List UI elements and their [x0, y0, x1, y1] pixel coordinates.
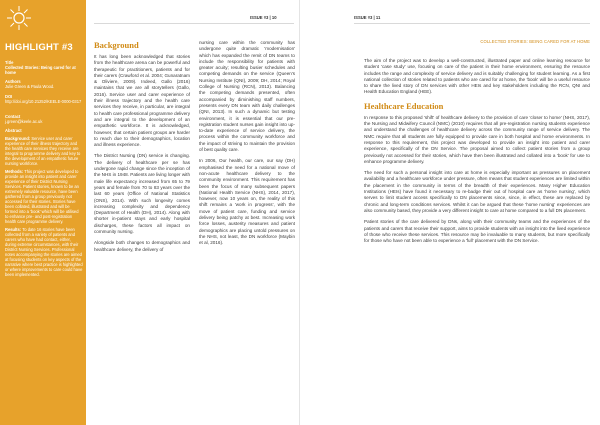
doi-link[interactable]: http://doi.org/10.21252/KEELE-0000-0317: [5, 99, 82, 104]
paragraph: The aim of the project was to develop a well-constructed, illustrated paper and online learning resource for student 'case study' use, focusing on care of the patient in their home environment, ensuring the resource includes the range and complexity of service delivery and is suitably challenging for student learning. As a first national collection of stories related to patients who are cared for at home, the 'book' will be a useful resource to share the lived story of DN services with other HEIs and key stakeholders including the RCN, QNI and Health Education England (HEE).: [364, 58, 590, 95]
title-value: Collected Stories: Being cared for at home: [5, 65, 76, 75]
contact-label: Contact: [5, 114, 21, 119]
methods-text: This project was developed to provide an insight into patient and carer experience of their District Nursing Services. Patient stories, known to be an extremely valuable resource, have been gathered from a group previously not accessed for their stories. Stories have been collated, illustrated and will be formed into a 'book' which will be utilised to enhance pre- and post-registration health care programme delivery.: [5, 169, 79, 224]
paragraph: Patient stories of the care delivered by DNs, along with their community teams and the experiences of the patients and carers that receive their support, aims to provide students with an insight into the lived experience of those who receive these services. This resource may be invaluable to many students, but more specifically for those who have not been able to experience a 'full' placement with the DN Service.: [364, 219, 590, 244]
authors-block: [5, 79, 83, 89]
paragraph: In 2006, Our health, our care, our say (DH) emphasised the need for a national move of non-acute healthcare delivery to the community environment. This requirement has been the focus of many subsequent papers (National Health Service (NHS), 2014, 2017), however, now 10 years on, the reality of this shift remains a 'work in progress', with the move of patient care, funding and service delivery being patchy at best. Increasing work force losses, austerity measures and patient demographics are placing untold pressures on the NHS, not least, the DN workforce (Maybin et al, 2016).: [199, 158, 295, 246]
paragraph: Alongside both changes to demographics and healthcare delivery, the delivery of: [94, 240, 190, 252]
paragraph: In response to this proposed 'shift' of healthcare delivery to the provision of care 'closer to home' (NHS, 2017), the Nursing and Midwifery Council (NMC) (2010) requires that all pre-registration nursing students experience and understand the challenges of healthcare delivery across the community range of service delivery. The NMC require that all students are fully equipped to provide care in both hospital and home environments. In response to this requirement, this project was developed to provide an insight into patient and carer experience, specifically of the DN Service. The proposal aimed to collect patient stories from a group previously not accessed for their stories, which have then been illustrated and collated into a 'book' for use to enhance programme delivery.: [364, 114, 590, 164]
background-heading: Background: [94, 40, 139, 50]
left-header-rule: [94, 23, 294, 24]
right-header-rule: [354, 23, 590, 24]
background-text: Service user and carer experience of their illness trajectory and the health care services they receive are integral to programme delivery and key to the development of an empathetic future nursing workforce.: [5, 136, 81, 166]
title-label: Title: [5, 60, 14, 65]
contact-block: [5, 114, 83, 124]
contact-email-link[interactable]: j.green@keele.ac.uk: [5, 119, 43, 124]
paragraph: The need for such a personal insight into care at home is especially important as pressures on placement availability and a healthcare workforce under pressure, often means that student experiences are limited within the placement in the community in terms of the breadth of their experiences. Many Higher Education Institutions (HEIs) have found it necessary to re-badge their out of hospital care as 'home nursing', which serves to limit student access specifically to DN placements since, since, in effect, these are replaced by chronic and long-term conditions services. Whilst it can be argued that these 'home nursing' experiences are also community based, they provide a very different insight to care at home compared to a full DN placement.: [364, 170, 590, 213]
abstract-block: [5, 128, 83, 277]
authors-label: Authors: [5, 79, 21, 84]
highlight-sidebar: [0, 0, 86, 425]
left-column-2: [199, 40, 295, 252]
sunburst-logo-icon: [5, 4, 33, 32]
results-text: To date 16 stories have been collected from a variety of patients and carers who have had contact, either, during extreme circumstances, with their District Nursing Services. Professional notes accompanying the stories are aimed at focusing students on key aspects of the narrative where best practice is highlighted or where improvements to care could have been implemented.: [5, 227, 83, 277]
paragraph: The District Nursing (DN) service is changing. The delivery of healthcare per se has undergone rapid change since the inception of the NHS in 1948. Patients are living longer with male life expectancy increased from 65 to 79 years and female from 70 to 83 years over the last 60 years (Office of National Statistics (ONS), 2014). With such longevity comes increasing complexity and dependency (Department of Health (DH), 2014). Along with shorter in-patient stays and early hospital discharges, these factors all impact on community nursing.: [94, 153, 191, 235]
right-running-head: ISSUE #3 | 11: [354, 15, 381, 20]
highlight-title: HIGHLIGHT #3: [5, 42, 73, 53]
methods-label: Methods:: [5, 169, 24, 174]
left-running-head: ISSUE #3 | 10: [250, 15, 277, 20]
abstract-label: Abstract: [5, 128, 22, 133]
paragraph: nursing care within the community has undergone quite dramatic 'modernisation' which has expanded the remit of DN teams to include the responsibility for patients with greater acuity; resulting busier schedules and competing demands on the service (Queen's Nursing Institute (QNI), 2009; DH, 2014; Royal College of Nursing (RCN), 2013). Balancing the competing demands presented, often accompanied by diminishing staff numbers, presents every DN team with daily challenges (QNI, 2013). In such a dynamic but testing environment, it is essential that our pre-registration student nurses gain insight into up-to-date experience of service delivery, the process within the community workforce and the impact of striving to maintain the provision of best quality care.: [199, 40, 295, 153]
authors-value: Julie Green & Paula Wood.: [5, 84, 55, 89]
background-label: Background:: [5, 136, 31, 141]
left-column-1: [94, 40, 190, 258]
paragraph: It has long been acknowledged that stories from the healthcare arena can be powerful and therapeutic for practitioners, patients and for their carers (Crawford et al. 2004; Gunaratnam & Oliviere, 2009). Indeed, Gallo (2016) maintains that we are all storytellers (Gallo, 2016). Service user and carer experience of their illness trajectory and the health care services they receive, in particular, are integral to health care professional programme delivery and are integral to the development of an empathetic workforce. It is acknowledged, however, that certain patient groups are harder to reach due to their demographics, location and illness experience.: [94, 54, 190, 148]
results-label: Results:: [5, 227, 22, 232]
doi-block: [5, 94, 83, 104]
healthcare-education-heading: Healthcare Education: [364, 100, 444, 111]
right-column: [364, 58, 590, 249]
section-running-title: COLLECTED STORIES: BEING CARED FOR AT HOME: [480, 39, 590, 44]
title-block: [5, 60, 83, 75]
doi-label: DOI: [5, 94, 13, 99]
